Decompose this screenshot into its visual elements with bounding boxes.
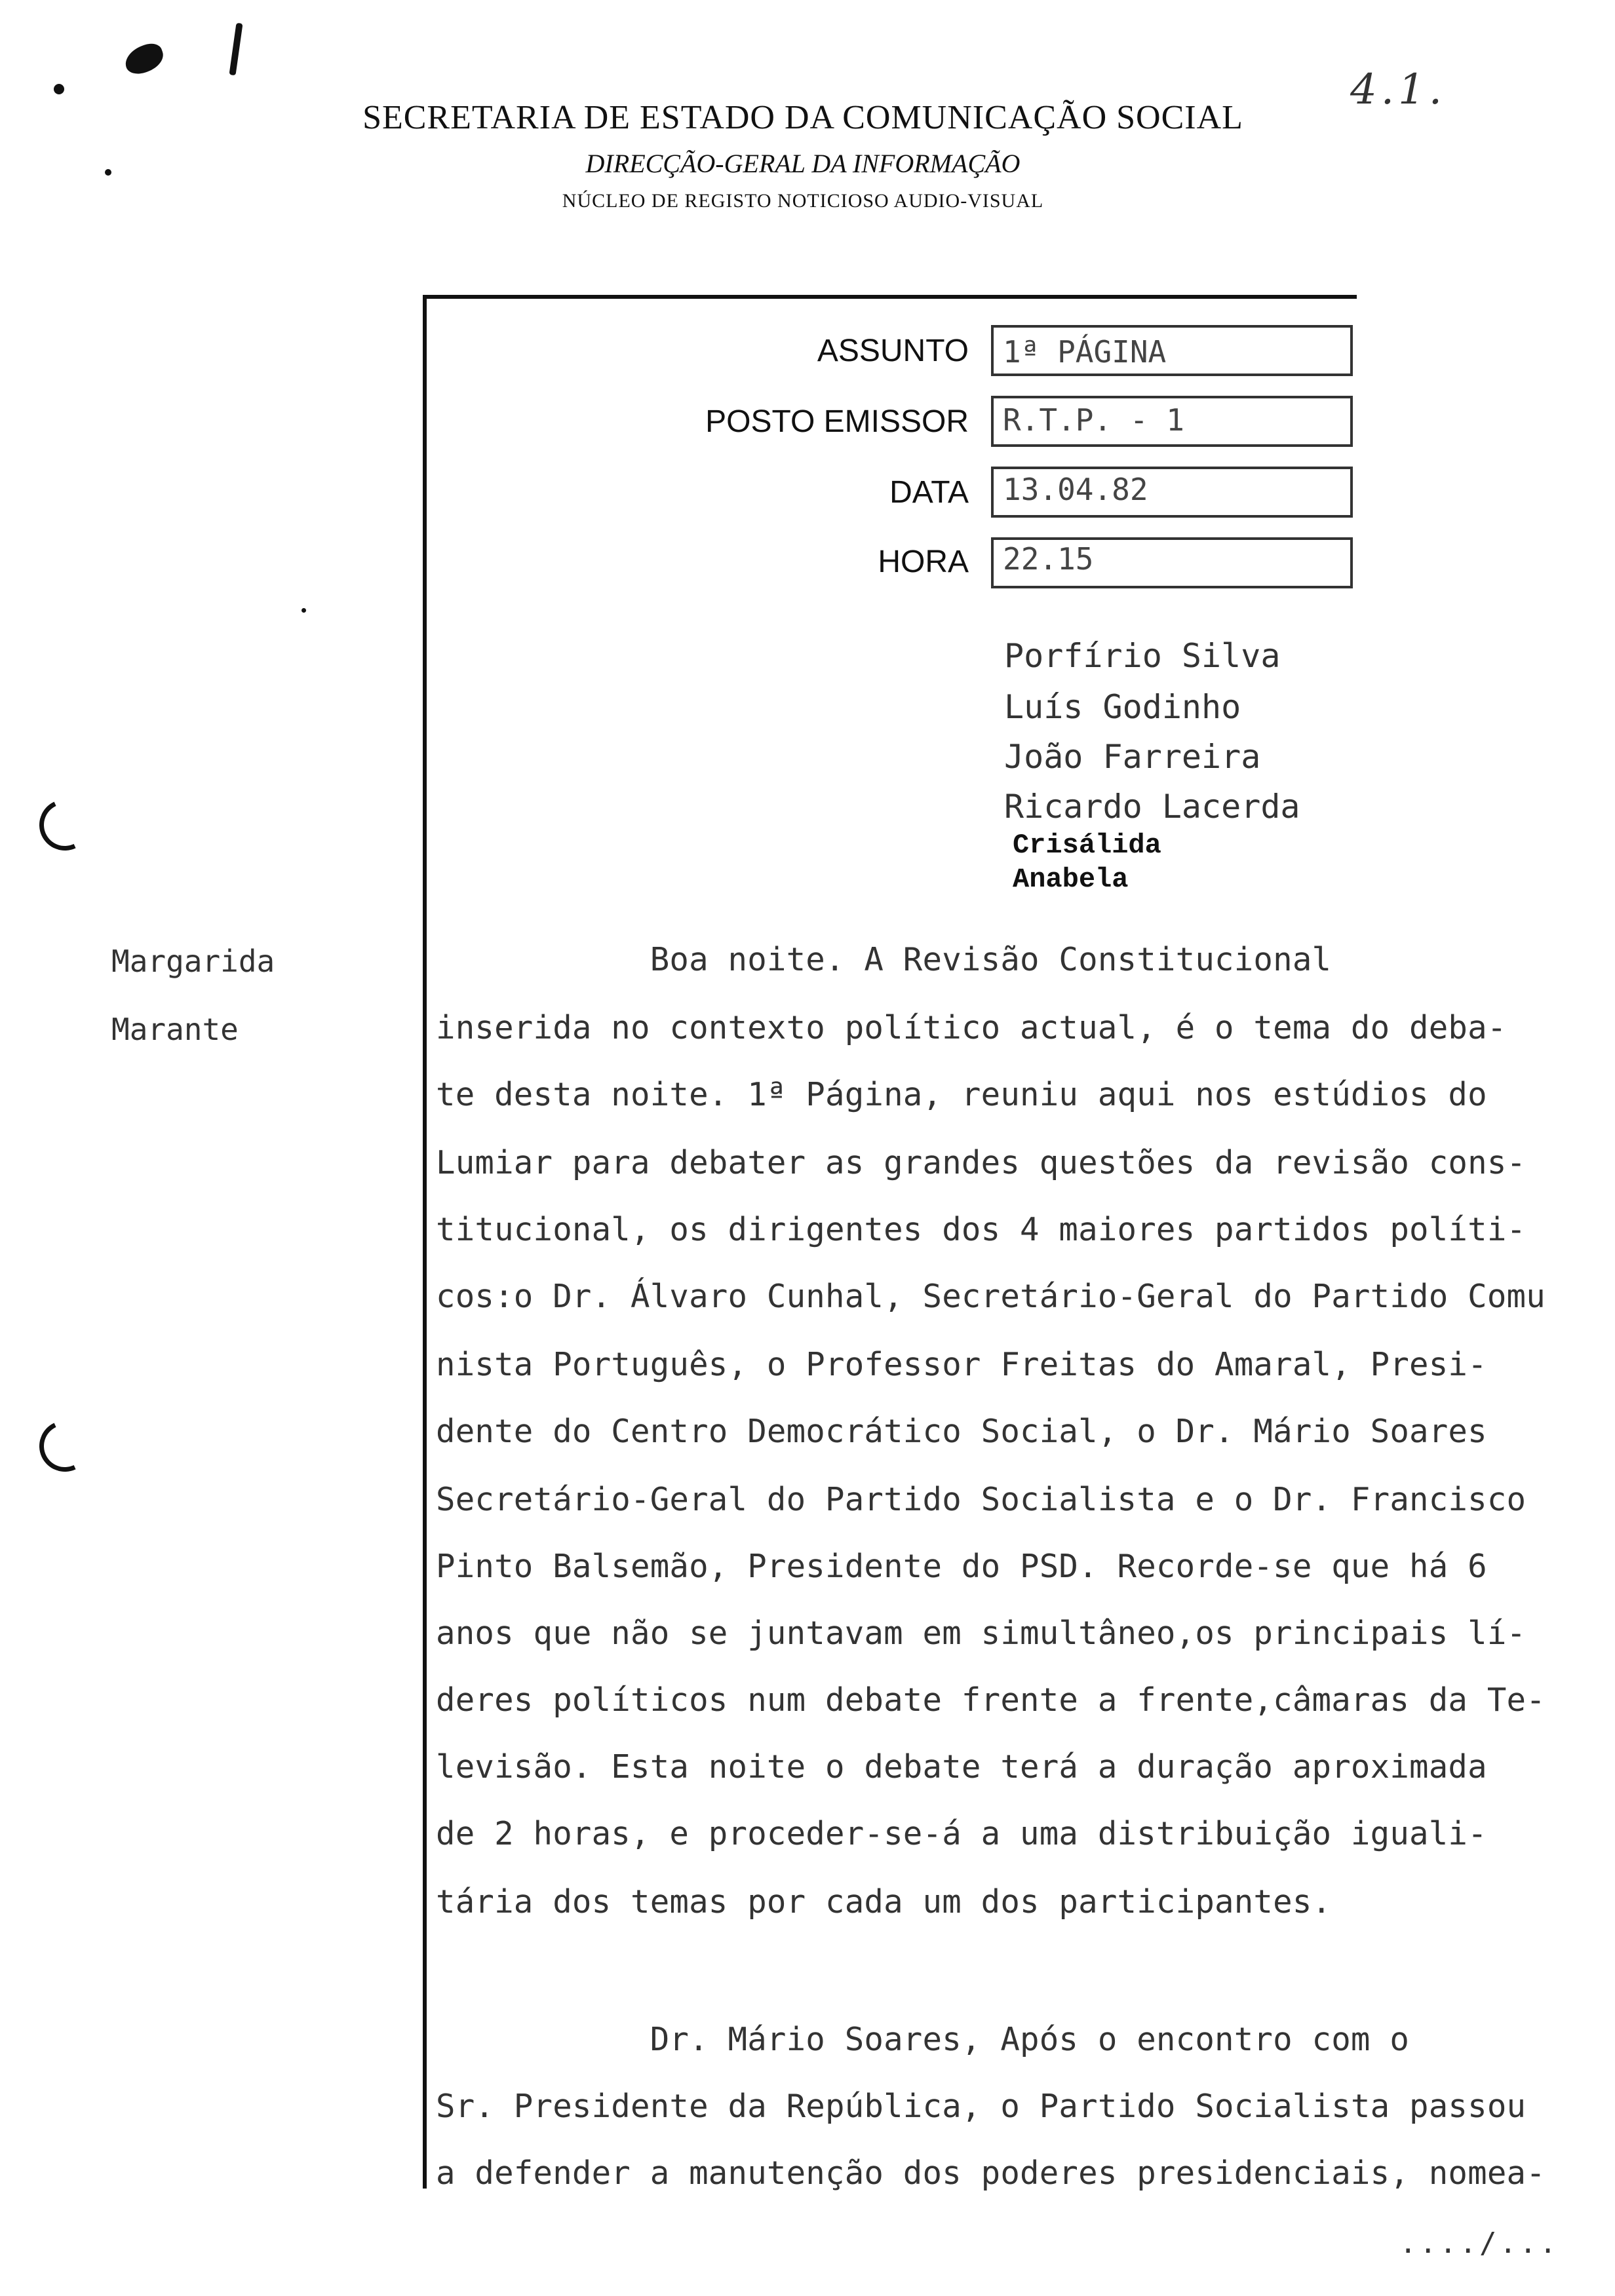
transcript-line: dente do Centro Democrático Social, o Dr. Mário Soares (436, 1413, 1487, 1450)
punch-hole-mark (32, 1413, 98, 1479)
crew-name-added: Crisálida (1013, 830, 1161, 861)
directorate-heading: DIRECÇÃO-GERAL DA INFORMAÇÃO (585, 149, 1021, 178)
field-label-posto-emissor: POSTO EMISSOR (705, 404, 969, 439)
unit-heading: NÚCLEO DE REGISTO NOTICIOSO AUDIO-VISUAL (562, 190, 1044, 212)
field-value-posto-emissor: R.T.P. - 1 (1003, 402, 1184, 438)
transcript-line: levisão. Esta noite o debate terá a duração aproximada (436, 1748, 1487, 1786)
punch-hole-mark (32, 792, 98, 858)
crew-name-added: Anabela (1013, 864, 1129, 895)
ink-blot (121, 40, 167, 78)
transcript-line: Secretário-Geral do Partido Socialista e o Dr. Francisco (436, 1481, 1527, 1518)
ink-speck (302, 608, 306, 613)
crew-name: Ricardo Lacerda (1004, 788, 1300, 826)
continuation-marker: ..../... (1399, 2227, 1559, 2260)
ink-stroke (229, 23, 243, 76)
transcript-line: titucional, os dirigentes dos 4 maiores partidos políti- (436, 1211, 1527, 1248)
transcript-line: deres políticos num debate frente a frente,câmaras da Te- (436, 1681, 1546, 1719)
transcript-line: de 2 horas, e proceder-se-á a uma distribuição iguali- (436, 1815, 1487, 1852)
transcript-line: tária dos temas por cada um dos participantes. (436, 1883, 1332, 1921)
field-value-assunto: 1ª PÁGINA (1003, 334, 1167, 370)
transcript-line: Dr. Mário Soares, Após o encontro com o (436, 2021, 1410, 2058)
field-label-assunto: ASSUNTO (817, 334, 969, 368)
transcript-line: cos:o Dr. Álvaro Cunhal, Secretário-Geral do Partido Comu (436, 1278, 1546, 1315)
field-label-data: DATA (889, 475, 969, 510)
ink-speck (54, 84, 64, 94)
field-label-hora: HORA (878, 545, 969, 579)
transcript-line: a defender a manutenção dos poderes presidenciais, nomea- (436, 2154, 1546, 2192)
frame-top-rule (423, 295, 1357, 299)
crew-name: Luís Godinho (1004, 688, 1241, 726)
transcript-line: inserida no contexto político actual, é o tema do deba- (436, 1009, 1507, 1046)
transcript-line: te desta noite. 1ª Página, reuniu aqui nos estúdios do (436, 1076, 1487, 1113)
transcript-line: anos que não se juntavam em simultâneo,os principais lí- (436, 1615, 1527, 1652)
speaker-first-name: Margarida (111, 944, 275, 979)
transcript-line: nista Português, o Professor Freitas do Amaral, Presi- (436, 1346, 1487, 1383)
transcript-line: Boa noite. A Revisão Constitucional (436, 941, 1332, 978)
transcript-line: Sr. Presidente da República, o Partido Socialista passou (436, 2088, 1527, 2125)
transcript-line: Pinto Balsemão, Presidente do PSD. Recorde-se que há 6 (436, 1548, 1487, 1585)
crew-name: Porfírio Silva (1004, 637, 1281, 675)
frame-left-rule (423, 295, 427, 2189)
speaker-last-name: Marante (111, 1012, 239, 1047)
transcript-line: Lumiar para debater as grandes questões da revisão cons- (436, 1144, 1527, 1181)
crew-name: João Farreira (1004, 738, 1261, 776)
folio-number: 4.1. (1350, 66, 1447, 114)
ministry-heading: SECRETARIA DE ESTADO DA COMUNICAÇÃO SOCIAL (362, 99, 1243, 136)
field-value-data: 13.04.82 (1003, 472, 1148, 507)
field-value-hora: 22.15 (1003, 541, 1094, 577)
